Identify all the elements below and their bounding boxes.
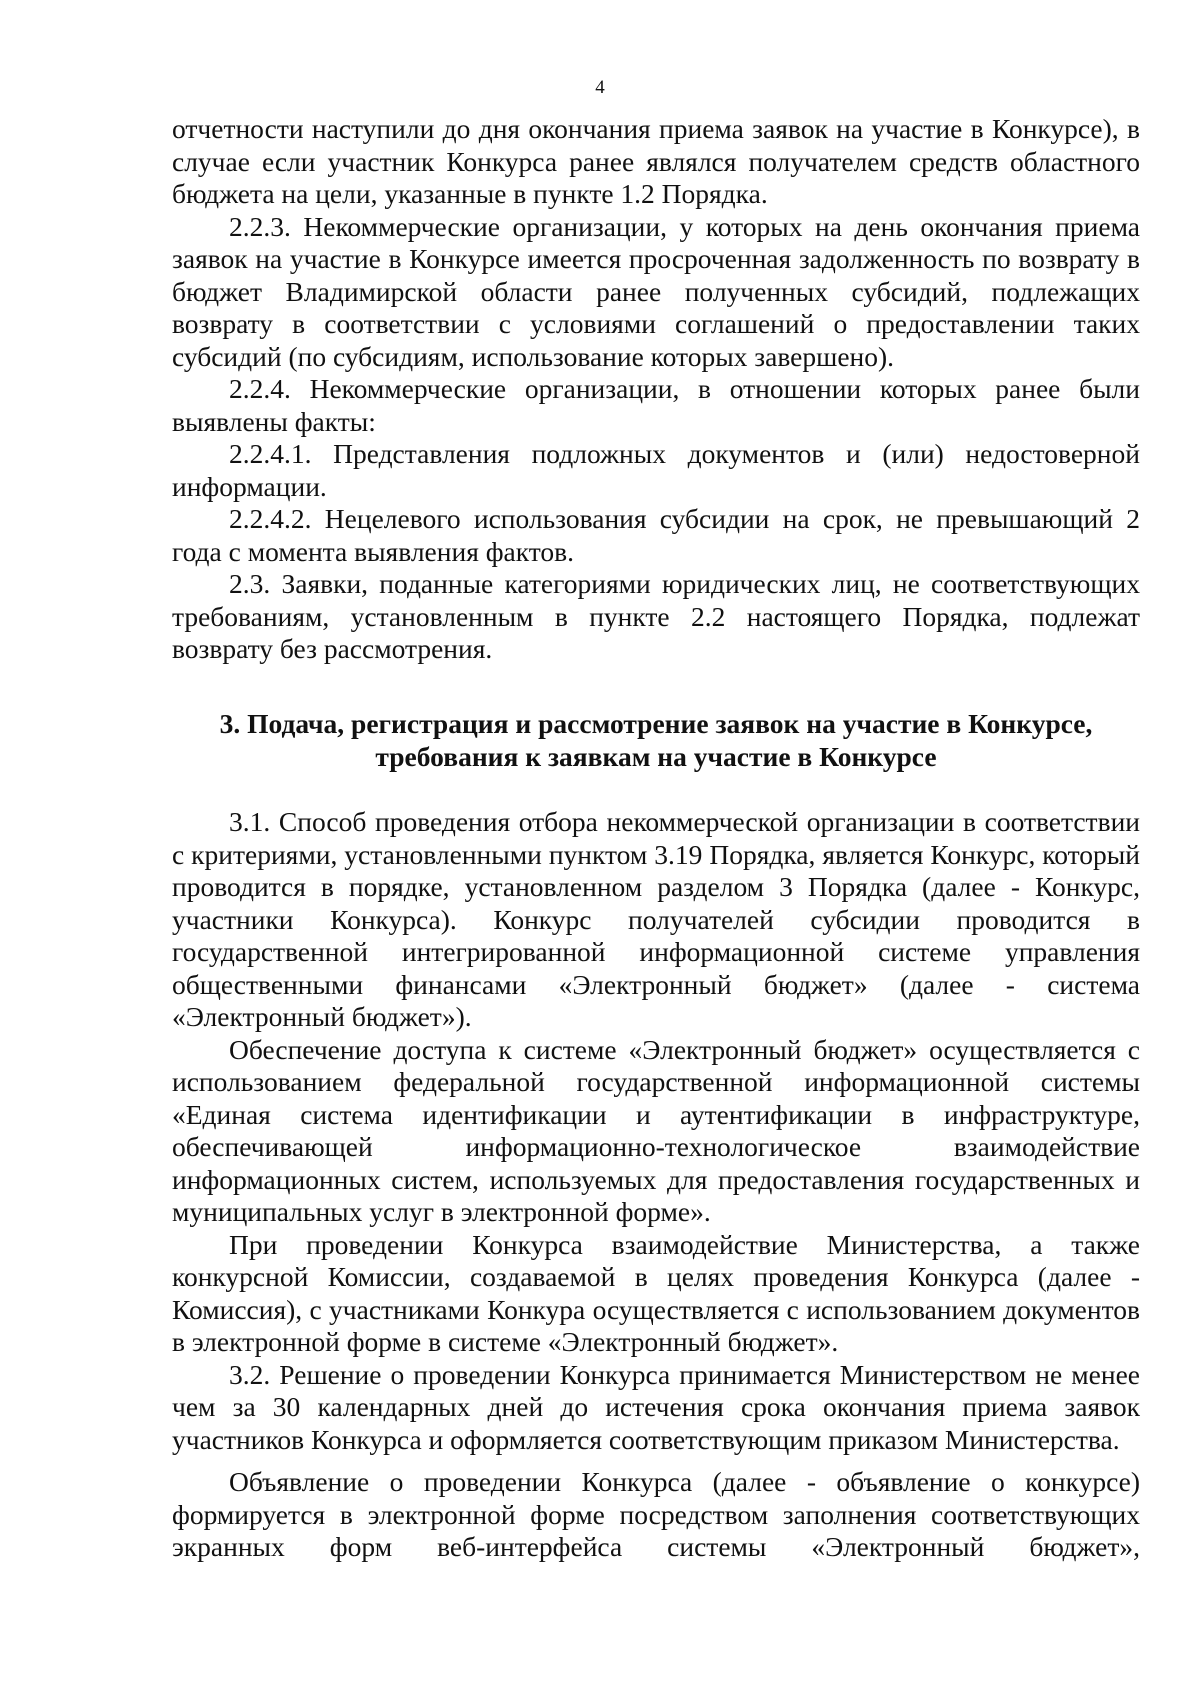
paragraph-2-2-4-2: 2.2.4.2. Нецелевого использования субсидии на срок, не превышающий 2 года с момента выявления фактов. [172, 503, 1140, 567]
paragraph-announcement: Объявление о проведении Конкурса (далее - объявление о конкурсе) формируется в электронной форме посредством заполнения соответствующих экранных форм веб-интерфейса системы «Электронный бюджет», [172, 1466, 1140, 1562]
paragraph-3-2: 3.2. Решение о проведении Конкурса принимается Министерством не менее чем за 30 календарных дней до истечения срока окончания приема заявок участников Конкурса и оформляется соответствующим приказом Министерства. [172, 1358, 1140, 1455]
bottom-section [172, 806, 1140, 1564]
paragraph-interaction: При проведении Конкурса взаимодействие Министерства, а также конкурсной Комиссии, создаваемой в целях проведения Конкурса (далее - Комиссия), с участниками Конкура осуществляется с использованием документов в электронной форме в системе «Электронный бюджет». [172, 1228, 1140, 1357]
page-number: 4 [595, 77, 605, 98]
paragraph-2-2-4-1: 2.2.4.1. Представления подложных документов и (или) недостоверной информации. [172, 438, 1140, 502]
paragraph-2-2-4: 2.2.4. Некоммерческие организации, в отношении которых ранее были выявлены факты: [172, 373, 1140, 437]
section-heading-line-1: 3. Подача, регистрация и рассмотрение заявок на участие в Конкурсе, [219, 708, 1093, 739]
paragraph-2-3: 2.3. Заявки, поданные категориями юридических лиц, не соответствующих требованиям, установленным в пункте 2.2 настоящего Порядка, подлежат возврату без рассмотрения. [172, 568, 1140, 664]
section-heading-line-2: требования к заявкам на участие в Конкурсе [375, 741, 937, 772]
paragraph-continuation: отчетности наступили до дня окончания приема заявок на участие в Конкурсе), в случае если участник Конкурса ранее являлся получателем средств областного бюджета на цели, указанные в пункте 1.2 Порядка. [172, 113, 1140, 209]
paragraph-access: Обеспечение доступа к системе «Электронный бюджет» осуществляется с использованием федеральной государственной информационной системы «Единая система идентификации и аутентификации в инфраструктуре, обеспечивающей информационно-технологическое взаимодействие информационных систем, используемых для предоставления государственных и муниципальных услуг в электронной форме». [172, 1033, 1140, 1227]
section-heading [172, 707, 1140, 773]
paragraph-3-1: 3.1. Способ проведения отбора некоммерческой организации в соответствии с критериями, установленными пунктом 3.19 Порядка, является Конкурс, который проводится в порядке, установленном разделом 3 Порядка (далее - Конкурс, участники Конкурса). Конкурс получателей субсидии проводится в государственной интегрированной информационной системе управления общественными финансами «Электронный бюджет» (далее - система «Электронный бюджет»). [172, 806, 1140, 1032]
paragraph-2-2-3: 2.2.3. Некоммерческие организации, у которых на день окончания приема заявок на участие в Конкурсе имеется просроченная задолженность по возврату в бюджет Владимирской области ранее полученных субсидий, подлежащих возврату в соответствии с условиями соглашений о предоставлении таких субсидий (по субсидиям, использование которых завершено). [172, 210, 1140, 372]
top-section [172, 113, 1140, 666]
